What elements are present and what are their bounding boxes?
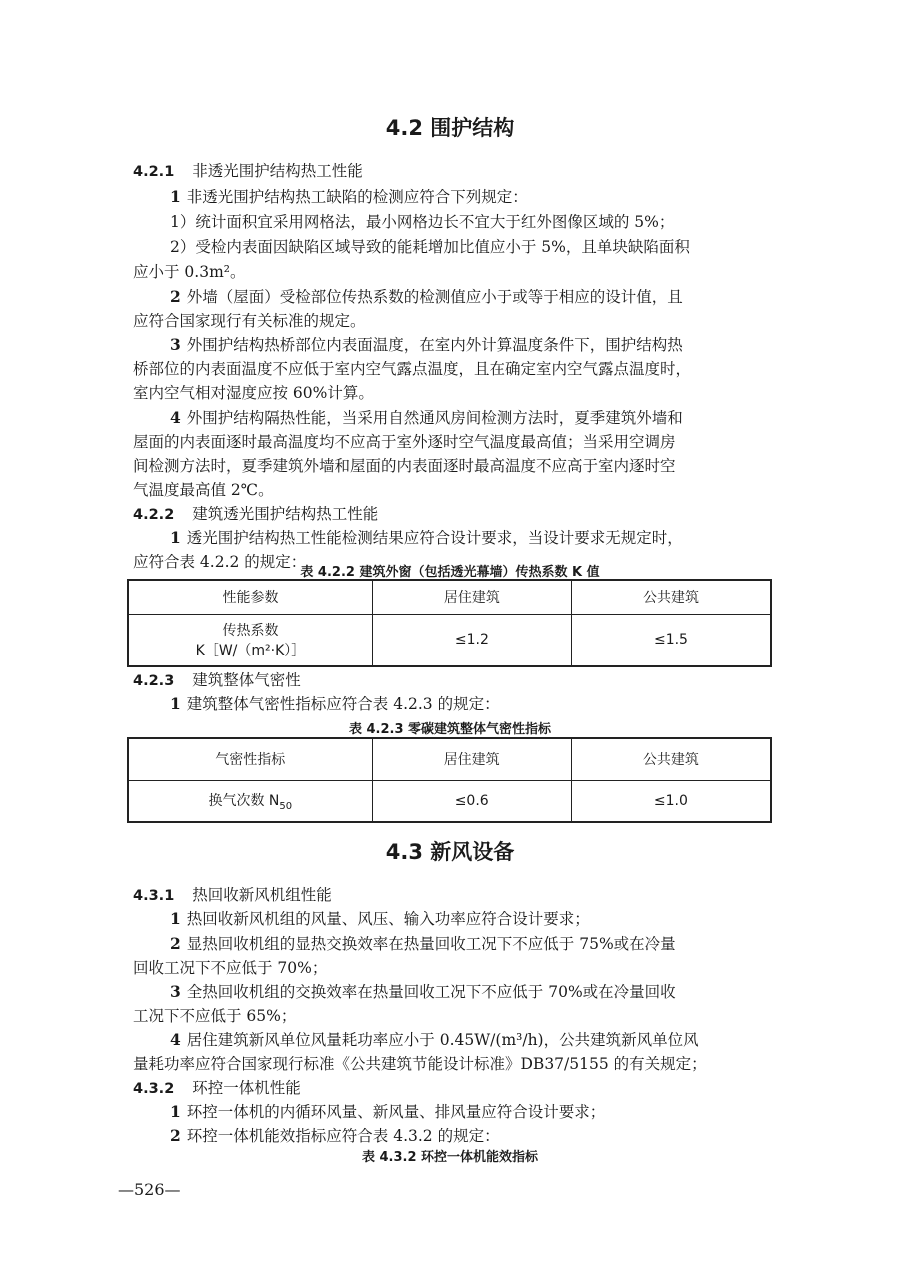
clause-number: 1 — [170, 909, 181, 928]
clause-4-2-1-4 — [170, 407, 683, 429]
clause-number: 1 — [170, 694, 181, 713]
clause-text: 外围护结构隔热性能，当采用自然通风房间检测方法时，夏季建筑外墙和 — [186, 409, 683, 427]
item-4-2-1-1-b-line1: 2）受检内表面因缺陷区域导致的能耗增加比值应小于 5%，且单块缺陷面积 — [170, 238, 690, 256]
table-cell-param — [128, 614, 372, 666]
clause-number: 3 — [170, 335, 181, 354]
subsection-number: 4.2.2 — [133, 507, 175, 523]
table-header-cell: 公共建筑 — [571, 738, 771, 780]
subsection-number: 4.3.1 — [133, 888, 175, 904]
clause-4-3-2-2 — [170, 1125, 500, 1147]
subsection-title: 环控一体机性能 — [192, 1079, 301, 1097]
param-unit: K［W/（m²·K）］ — [195, 642, 306, 659]
clause-4-2-1-3-line2: 桥部位的内表面温度不应低于室内空气露点温度，且在确定室内空气露点温度时， — [133, 360, 692, 378]
table-row — [128, 614, 771, 666]
clause-4-3-1-4 — [170, 1029, 699, 1051]
clause-text: 全热回收机组的交换效率在热量回收工况下不应低于 70%或在冷量回收 — [186, 983, 676, 1001]
subsection-4-2-3 — [133, 669, 301, 692]
clause-text: 非透光围护结构热工缺陷的检测应符合下列规定： — [186, 188, 528, 206]
clause-4-3-1-3-line2: 工况下不应低于 65%； — [133, 1007, 297, 1025]
param-name: 传热系数 — [222, 622, 279, 639]
param-name: 换气次数 N — [208, 792, 280, 809]
table-cell: ≤1.5 — [571, 614, 771, 666]
table-4-2-2 — [127, 579, 772, 667]
table-header-row — [128, 738, 771, 780]
table-header-cell: 气密性指标 — [128, 738, 372, 780]
subsection-number: 4.3.2 — [133, 1081, 175, 1097]
subsection-number: 4.2.1 — [133, 164, 175, 180]
table-cell: ≤1.2 — [372, 614, 571, 666]
clause-4-2-2-1 — [170, 527, 683, 549]
table-header-cell: 居住建筑 — [372, 580, 571, 614]
clause-4-2-1-2 — [170, 286, 683, 308]
table-4-2-2-caption: 表 4.2.2 建筑外窗（包括透光幕墙）传热系数 K 值 — [300, 565, 600, 580]
clause-4-2-1-4-line3: 间检测方法时，夏季建筑外墙和屋面的内表面逐时最高温度不应高于室内逐时空 — [133, 457, 676, 475]
table-cell-param — [128, 780, 372, 822]
subsection-title: 建筑整体气密性 — [192, 671, 301, 689]
clause-4-3-1-4-line2: 量耗功率应符合国家现行标准《公共建筑节能设计标准》DB37/5155 的有关规定； — [133, 1055, 707, 1073]
clause-4-3-1-2-line2: 回收工况下不应低于 70%； — [133, 959, 328, 977]
clause-number: 3 — [170, 982, 181, 1001]
subsection-title: 非透光围护结构热工性能 — [192, 162, 363, 180]
clause-number: 1 — [170, 1102, 181, 1121]
clause-4-2-1-1 — [170, 186, 528, 208]
clause-4-2-1-4-line2: 屋面的内表面逐时最高温度均不应高于室外逐时空气温度最高值；当采用空调房 — [133, 433, 676, 451]
clause-4-3-1-3 — [170, 981, 676, 1003]
param-subscript: 50 — [279, 800, 293, 812]
subsection-title: 建筑透光围护结构热工性能 — [192, 505, 379, 523]
clause-4-3-1-2 — [170, 933, 676, 955]
table-4-3-2-caption: 表 4.3.2 环控一体机能效指标 — [361, 1150, 539, 1165]
subsection-title: 热回收新风机组性能 — [192, 886, 332, 904]
table-header-cell: 居住建筑 — [372, 738, 571, 780]
table-4-2-3-caption: 表 4.2.3 零碳建筑整体气密性指标 — [348, 722, 552, 737]
subsection-4-3-1 — [133, 884, 332, 907]
clause-text: 环控一体机的内循环风量、新风量、排风量应符合设计要求； — [186, 1103, 606, 1121]
section-heading-4-3: 4.3 新风设备 — [385, 840, 515, 864]
clause-number: 2 — [170, 934, 181, 953]
clause-4-3-2-1 — [170, 1101, 605, 1123]
clause-number: 1 — [170, 187, 181, 206]
subsection-number: 4.2.3 — [133, 673, 175, 689]
subsection-4-2-2 — [133, 503, 378, 526]
clause-number: 1 — [170, 528, 181, 547]
clause-number: 4 — [170, 1030, 181, 1049]
table-header-cell: 性能参数 — [128, 580, 372, 614]
clause-4-2-1-3 — [170, 334, 683, 356]
table-cell: ≤0.6 — [372, 780, 571, 822]
table-header-cell: 公共建筑 — [571, 580, 771, 614]
item-4-2-1-1-a: 1）统计面积宜采用网格法，最小网格边长不宜大于红外图像区域的 5%； — [170, 213, 675, 231]
table-row — [128, 780, 771, 822]
clause-text: 热回收新风机组的风量、风压、输入功率应符合设计要求； — [186, 910, 590, 928]
clause-text: 居住建筑新风单位风量耗功率应小于 0.45W/(m³/h)，公共建筑新风单位风 — [186, 1031, 699, 1049]
item-4-2-1-1-b-line2: 应小于 0.3m²。 — [133, 263, 246, 281]
clause-4-3-1-1 — [170, 908, 590, 930]
clause-number: 2 — [170, 1126, 181, 1145]
subsection-4-3-2 — [133, 1077, 301, 1100]
clause-text: 外围护结构热桥部位内表面温度，在室内外计算温度条件下，围护结构热 — [186, 336, 683, 354]
clause-4-2-1-2-line2: 应符合国家现行有关标准的规定。 — [133, 312, 366, 330]
subsection-4-2-1 — [133, 160, 363, 183]
clause-text: 环控一体机能效指标应符合表 4.3.2 的规定： — [186, 1127, 500, 1145]
clause-4-2-3-1 — [170, 693, 500, 715]
table-cell: ≤1.0 — [571, 780, 771, 822]
table-header-row — [128, 580, 771, 614]
table-4-2-3 — [127, 737, 772, 823]
clause-number: 2 — [170, 287, 181, 306]
section-heading-4-2: 4.2 围护结构 — [385, 116, 515, 140]
clause-text: 透光围护结构热工性能检测结果应符合设计要求，当设计要求无规定时， — [186, 529, 683, 547]
clause-text: 显热回收机组的显热交换效率在热量回收工况下不应低于 75%或在冷量 — [186, 935, 676, 953]
page-number: —526— — [118, 1180, 181, 1199]
clause-text: 建筑整体气密性指标应符合表 4.2.3 的规定： — [186, 695, 500, 713]
clause-text: 外墙（屋面）受检部位传热系数的检测值应小于或等于相应的设计值，且 — [186, 288, 683, 306]
clause-4-2-1-4-line4: 气温度最高值 2℃。 — [133, 481, 274, 499]
clause-4-2-1-3-line3: 室内空气相对湿度应按 60%计算。 — [133, 384, 374, 402]
clause-number: 4 — [170, 408, 181, 427]
clause-4-2-2-1-line2: 应符合表 4.2.2 的规定： — [133, 553, 307, 571]
